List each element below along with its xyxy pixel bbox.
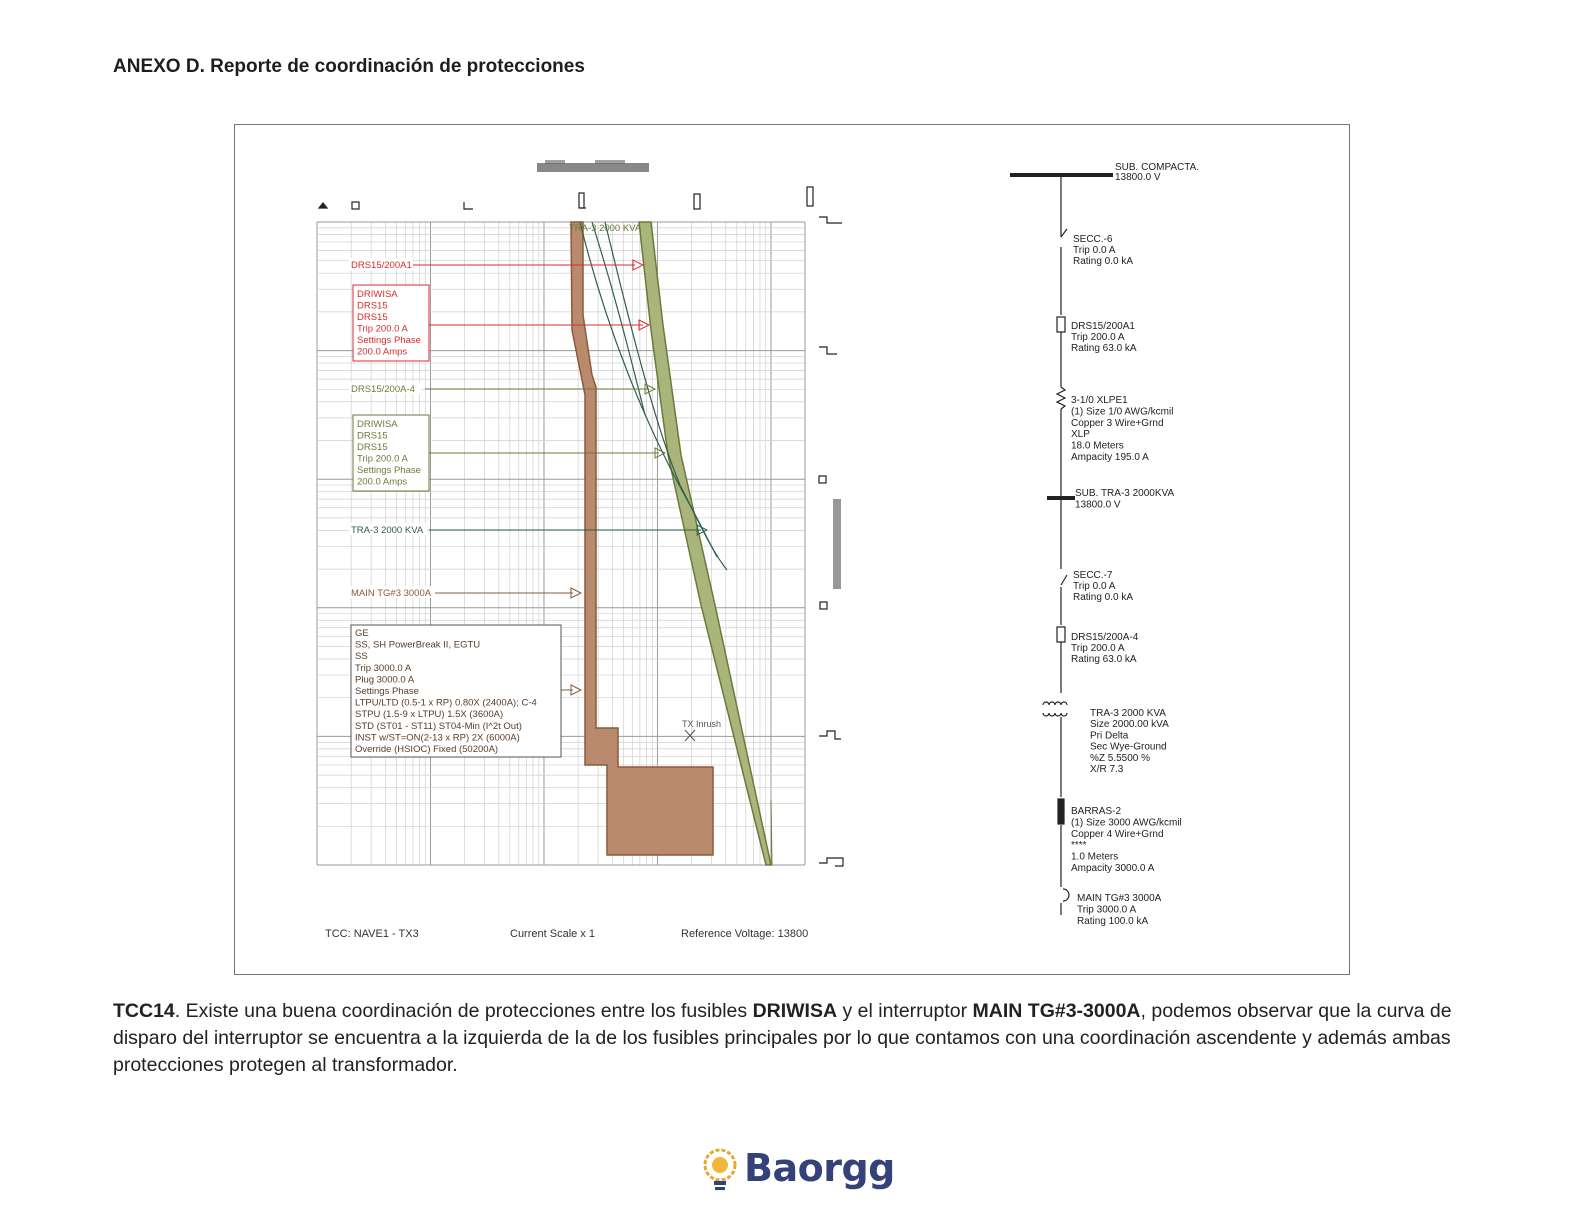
transformer-tra3 [1090,708,1169,775]
busway-line: (1) Size 3000 AWG/kcmil [1071,817,1182,829]
breaker-box-line: Override (HSIOC) Fixed (50200A) [355,744,499,755]
switch-secc-7 [1073,570,1133,603]
footer-reference-voltage: Reference Voltage: 13800 [681,928,809,940]
fuse4-line: Trip 200.0 A [1071,643,1125,654]
secc7-line: SECC.-7 [1073,570,1113,581]
breaker-line: Rating 100.0 kA [1077,916,1149,927]
fuse1-box-line: DRS15 [357,312,388,323]
busway-line: Ampacity 3000.0 A [1071,863,1155,874]
breaker-box-line: Trip 3000.0 A [355,662,412,674]
cable-line: Ampacity 195.0 A [1071,452,1149,463]
top-tra3-label: TRA-3 2000 KVA [569,223,642,234]
secc6-line: Rating 0.0 kA [1073,256,1134,267]
breaker-box-line: INST w/ST=ON(2-13 x RP) 2X (6000A) [355,732,520,744]
breaker-box-line: STPU (1.5-9 x LTPU) 1.5X (3600A) [355,709,504,721]
fuse-drs15-200a4 [1071,632,1139,665]
transformer-line: Pri Delta [1090,730,1129,742]
breaker-line: MAIN TG#3 3000A [1077,893,1162,904]
secc6-line: SECC.-6 [1073,234,1113,245]
fuse1-box-line: DRIWISA [357,289,398,300]
breaker-box-line: STD (ST01 - ST11) ST04-Min (I^2t Out) [355,720,522,732]
cable-line: 18.0 Meters [1071,440,1124,452]
bus-top-line: SUB. COMPACTA. [1115,162,1200,173]
breaker-main-tg3 [1077,893,1162,927]
fuse1-line: DRS15/200A1 [1071,321,1135,332]
breaker-box-line: Settings Phase [355,686,419,697]
caption-tag: TCC14 [113,1000,175,1022]
cable-3-1-0-xlpe1 [1071,395,1173,463]
switch-secc-6 [1073,234,1133,267]
fuse1-line: Trip 200.0 A [1071,332,1125,343]
one-line-diagram [1010,175,1113,915]
cable-line: Copper 3 Wire+Grnd [1071,417,1164,429]
breaker-box-line: Plug 3000.0 A [355,674,415,686]
transformer-line: Sec Wye-Ground [1090,741,1167,753]
fuse2-box-line: Trip 200.0 A [357,453,408,465]
breaker-box-line: SS, SH PowerBreak II, EGTU [355,639,481,651]
fuse1-box-line: DRS15 [357,300,388,312]
transformer-line: TRA-3 2000 KVA [1090,708,1166,719]
fuse2-box-line: Settings Phase [357,465,421,476]
main-breaker-curve-label: MAIN TG#3 3000A [351,588,432,599]
cable-line: 3-1/0 XLPE1 [1071,395,1128,406]
fuse2-box-line: DRS15 [357,430,388,442]
secc6-line: Trip 0.0 A [1073,245,1116,256]
busway-line: Copper 4 Wire+Grnd [1071,828,1164,840]
logo-text: Baorgg [744,1146,895,1190]
transformer-line: Size 2000.00 kVA [1090,719,1169,731]
fuse1-box-line: Settings Phase [357,335,421,346]
busway-barras-2 [1071,806,1182,874]
caption-paragraph [113,998,1483,1079]
breaker-box-line: SS [355,651,368,663]
breaker-box-line: GE [355,628,369,639]
caption-text-1: . Existe una buena coordinación de protecciones entre los fusibles [174,1000,753,1022]
busway-line: **** [1071,840,1087,852]
bus-mid-line: SUB. TRA-3 2000KVA [1075,488,1175,499]
secc7-line: Trip 0.0 A [1073,581,1116,592]
breaker-line: Trip 3000.0 A [1077,904,1137,916]
page-heading: ANEXO D. Reporte de coordinación de protecciones [113,56,585,77]
fuse1-box-line: 200.0 Amps [357,346,408,358]
axis-top-glyphs [319,187,813,209]
fuse2-box-line: 200.0 Amps [357,476,408,488]
footer-tcc-name: TCC: NAVE1 - TX3 [325,928,419,940]
caption-text-2: y el interruptor [837,1000,973,1022]
tx-inrush-marker [685,730,695,741]
caption-bold-fuses: DRIWISA [752,1000,838,1022]
fuse1-info-box [353,285,429,361]
fuse1-line: Rating 63.0 kA [1071,343,1137,354]
breaker-info-box [351,625,561,757]
bus-sub-compacta [1115,162,1199,183]
fuse2-info-box [353,415,429,491]
footer-current-scale: Current Scale x 1 [510,928,595,940]
tcc-figure [234,124,1350,975]
fuse4-curve-label: DRS15/200A-4 [351,384,415,395]
fuse1-curve-label: DRS15/200A1 [351,260,412,271]
fuse4-line: Rating 63.0 kA [1071,654,1137,665]
transformer-line: X/R 7.3 [1090,764,1124,775]
busway-line: BARRAS-2 [1071,806,1122,817]
brand-logo [700,1143,895,1199]
tx-inrush-label: TX Inrush [682,719,722,729]
tcc-title-blurred [537,160,649,172]
busway-line: 1.0 Meters [1071,851,1119,863]
fuse2-box-line: DRS15 [357,442,388,453]
bus-top-line: 13800.0 V [1115,172,1161,183]
fuse-drs15-200a1 [1071,321,1137,354]
cable-line: (1) Size 1/0 AWG/kcmil [1071,406,1174,418]
fuse4-line: DRS15/200A-4 [1071,632,1139,643]
breaker-box-line: LTPU/LTD (0.5-1 x RP) 0.80X (2400A); C-4 [355,697,537,709]
fuse2-box-line: DRIWISA [357,419,398,430]
transformer-line: %Z 5.5500 % [1090,752,1151,764]
axis-right-glyphs [819,217,843,866]
secc7-line: Rating 0.0 kA [1073,592,1134,603]
bus-sub-tra3 [1075,488,1174,511]
caption-bold-breaker: MAIN TG#3-3000A [972,1000,1141,1022]
caption-text-3: , podemos observar que la curva de disparo del interruptor se encuentra a la izquierda de la de los fusibles principales por lo que contamos con una coordinación ascendente y además ambas protecciones protegen al transformador. [113,1000,1452,1076]
fuse1-box-line: Trip 200.0 A [357,323,408,335]
lightbulb-icon [700,1143,744,1199]
tra3-curve-label: TRA-3 2000 KVA [351,525,424,536]
cable-line: XLP [1071,429,1090,441]
bus-mid-line: 13800.0 V [1075,499,1121,511]
